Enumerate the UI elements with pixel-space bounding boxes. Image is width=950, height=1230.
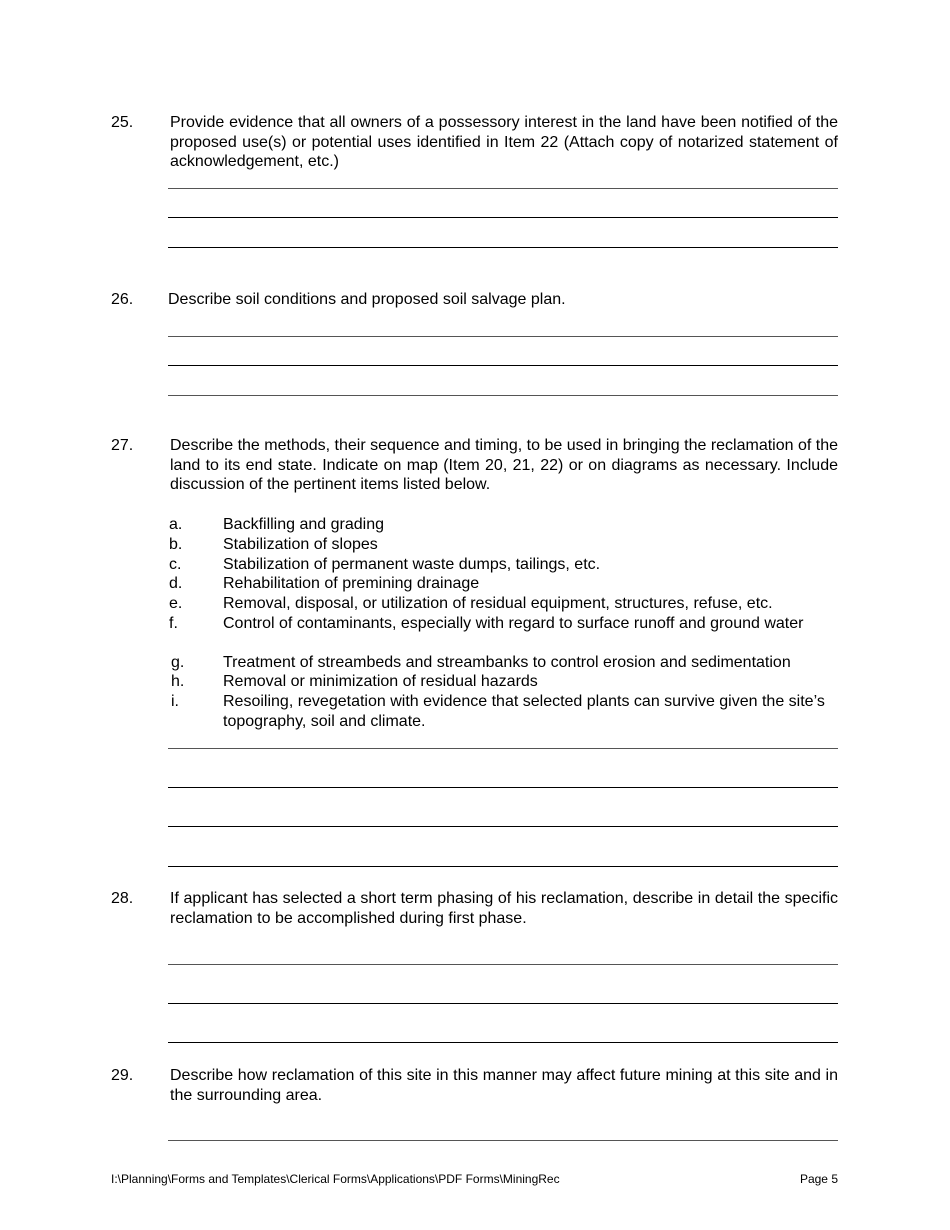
item-28-answer-line-2[interactable] bbox=[168, 1003, 838, 1004]
item-27-number: 27. bbox=[111, 437, 134, 454]
item-27-answer-line-1[interactable] bbox=[168, 748, 838, 749]
item-28-text: If applicant has selected a short term phasing of his reclamation, describe in detail the specific reclamation to be accomplished during first phase. bbox=[170, 890, 838, 927]
item-28-number: 28. bbox=[111, 890, 134, 907]
item-27-answer-line-4[interactable] bbox=[168, 866, 838, 867]
item-25-answer-line-1[interactable] bbox=[168, 188, 838, 189]
item-27c-letter: c. bbox=[169, 556, 182, 573]
item-26-text: Describe soil conditions and proposed soil salvage plan. bbox=[168, 291, 566, 308]
item-27i-letter: i. bbox=[171, 693, 179, 710]
item-27-answer-line-3[interactable] bbox=[168, 826, 838, 827]
item-27h-letter: h. bbox=[171, 673, 185, 690]
footer-page-number: Page 5 bbox=[799, 1172, 838, 1186]
item-27g-letter: g. bbox=[171, 654, 185, 671]
item-27-text: Describe the methods, their sequence and timing, to be used in bringing the reclamation of the land to its end state. Indicate on map (Item 20, 21, 22) or on diagrams as necessary. Include discussion of the pertinent items listed below. bbox=[170, 437, 838, 493]
item-25-answer-line-2[interactable] bbox=[168, 217, 838, 218]
item-29-answer-line-1[interactable] bbox=[168, 1140, 838, 1141]
item-29-number: 29. bbox=[111, 1067, 134, 1084]
item-25-number: 25. bbox=[111, 114, 134, 131]
item-27f-letter: f. bbox=[169, 615, 178, 632]
item-27i-text: Resoiling, revegetation with evidence that selected plants can survive given the site’s topography, soil and climate. bbox=[223, 693, 825, 730]
item-27d-text: Rehabilitation of premining drainage bbox=[223, 575, 480, 592]
item-25-text: Provide evidence that all owners of a possessory interest in the land have been notified of the proposed use(s) or potential uses identified in Item 22 (Attach copy of notarized statement of acknowledgement, etc.) bbox=[170, 114, 838, 170]
item-28-answer-line-3[interactable] bbox=[168, 1042, 838, 1043]
item-27e-text: Removal, disposal, or utilization of residual equipment, structures, refuse, etc. bbox=[223, 595, 773, 612]
item-27f-text: Control of contaminants, especially with regard to surface runoff and ground water bbox=[223, 615, 804, 632]
item-26-number: 26. bbox=[111, 291, 134, 308]
item-25-answer-line-3[interactable] bbox=[168, 247, 838, 248]
item-27a-letter: a. bbox=[169, 516, 183, 533]
item-27a-text: Backfilling and grading bbox=[223, 516, 384, 533]
item-26-answer-line-2[interactable] bbox=[168, 365, 838, 366]
item-26-answer-line-1[interactable] bbox=[168, 336, 838, 337]
item-26-answer-line-3[interactable] bbox=[168, 395, 838, 396]
item-28-answer-line-1[interactable] bbox=[168, 964, 838, 965]
item-27b-text: Stabilization of slopes bbox=[223, 536, 378, 553]
item-27g-text: Treatment of streambeds and streambanks to control erosion and sedimentation bbox=[223, 654, 791, 671]
item-29-text: Describe how reclamation of this site in this manner may affect future mining at this site and in the surrounding area. bbox=[170, 1067, 838, 1104]
item-27d-letter: d. bbox=[169, 575, 183, 592]
item-27c-text: Stabilization of permanent waste dumps, tailings, etc. bbox=[223, 556, 601, 573]
item-27-answer-line-2[interactable] bbox=[168, 787, 838, 788]
item-27e-letter: e. bbox=[169, 595, 183, 612]
item-27h-text: Removal or minimization of residual hazards bbox=[223, 673, 538, 690]
footer-file-path: I:\Planning\Forms and Templates\Clerical Forms\Applications\PDF Forms\MiningRec bbox=[111, 1172, 560, 1186]
item-27b-letter: b. bbox=[169, 536, 183, 553]
